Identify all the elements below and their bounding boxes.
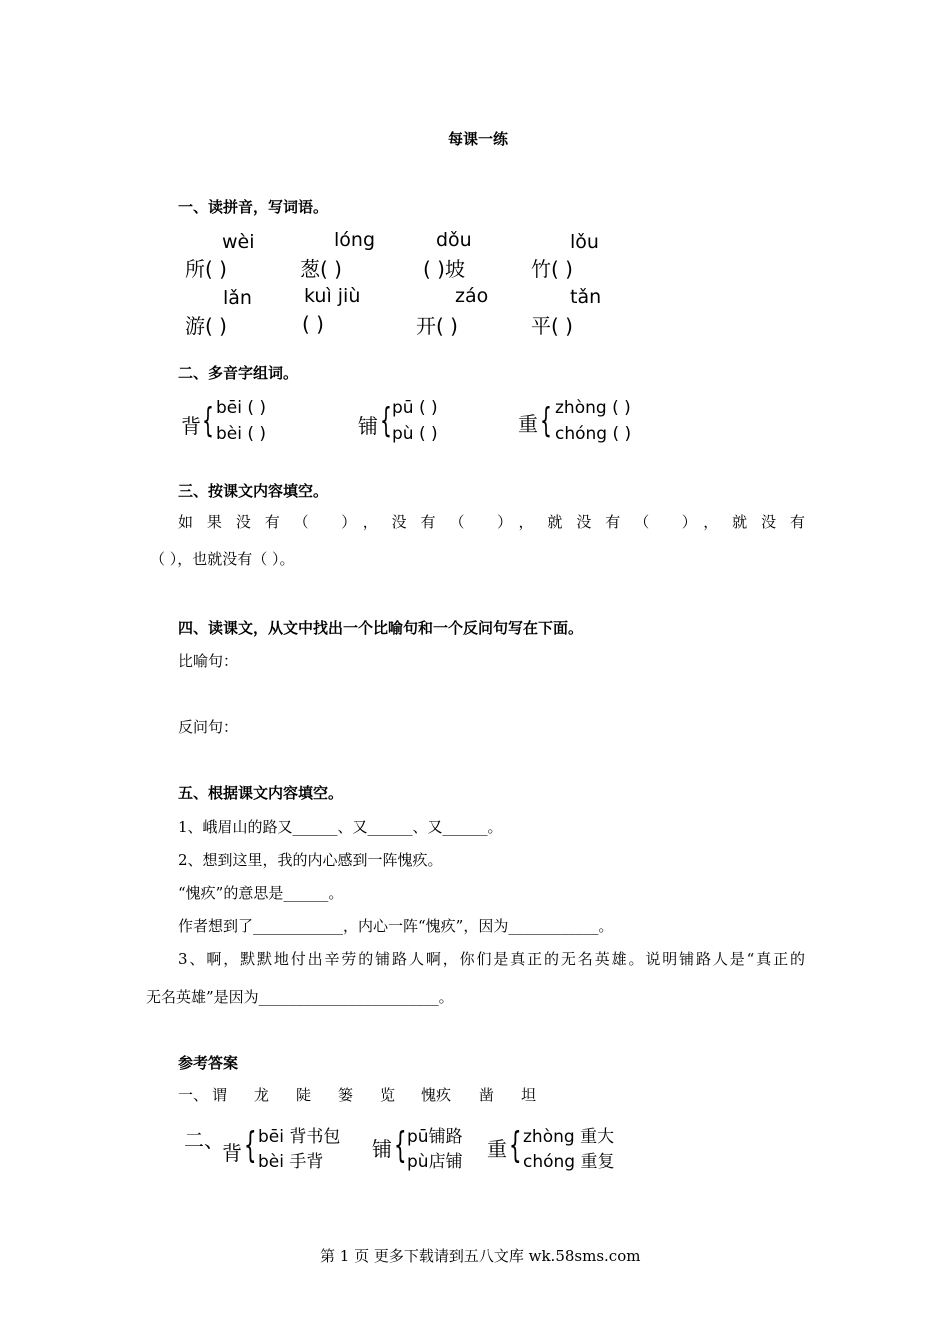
page-footer: 第 1 页 更多下载请到五八文库 wk.58sms.com: [320, 1247, 641, 1265]
brace-icon: {: [509, 1125, 522, 1166]
answer2-zhong-bottom: chóng 重复: [523, 1152, 615, 1172]
blank-suo: 所( ): [185, 257, 227, 281]
blank-cong: 葱( ): [300, 257, 342, 281]
answer1-word: 谓: [212, 1086, 228, 1104]
q5-line1: 1、峨眉山的路又______、又______、又______。: [178, 818, 503, 836]
polyphone-zhong-top: zhòng ( ): [555, 398, 631, 418]
answer1-label: 一、: [178, 1086, 209, 1104]
pinyin-kuijiu: kuì jiù: [304, 285, 361, 307]
answer1-word: 坦: [521, 1086, 537, 1104]
answer1-word: 凿: [479, 1086, 495, 1104]
answer2-bei-bottom: bèi 手背: [258, 1152, 324, 1172]
q5-line6: 无名英雄”是因为________________________。: [146, 988, 454, 1006]
blank-you: 游( ): [185, 314, 227, 338]
answer1-word: 龙: [254, 1086, 270, 1104]
pinyin-lou: lǒu: [570, 231, 599, 253]
q5-line4: 作者想到了____________，内心一阵“愧疚”，因为____________。: [178, 917, 614, 935]
brace-icon: {: [540, 401, 552, 441]
q4-heading: 四、读课文，从文中找出一个比喻句和一个反问句写在下面。: [178, 619, 584, 637]
polyphone-bei-bottom: bèi ( ): [216, 424, 267, 444]
answer1-word: 陡: [296, 1086, 312, 1104]
answers-heading: 参考答案: [178, 1054, 239, 1072]
answer1-word: 篓: [338, 1086, 354, 1104]
blank-zhu: 竹( ): [531, 257, 573, 281]
brace-icon: {: [202, 401, 214, 441]
q3-line1: 如果没有（ ），没有（ ），就没有（ ），就没有: [178, 513, 805, 531]
polyphone-bei-top: bēi ( ): [216, 398, 267, 418]
blank-kai: 开( ): [416, 314, 458, 338]
brace-icon: {: [394, 1125, 407, 1166]
blank-po: ( )坡: [423, 257, 465, 281]
answer2-label: 二、: [184, 1128, 224, 1152]
rhetorical-label: 反问句：: [178, 718, 239, 736]
polyphone-pu-char: 铺: [358, 414, 378, 438]
answer2-pu-bottom: pù店铺: [407, 1152, 463, 1172]
simile-label: 比喻句：: [178, 652, 239, 670]
pinyin-dou: dǒu: [436, 229, 472, 251]
brace-icon: {: [244, 1125, 257, 1166]
q5-line2: 2、想到这里，我的内心感到一阵愧疚。: [178, 851, 443, 869]
q5-heading: 五、根据课文内容填空。: [178, 784, 344, 802]
polyphone-bei-char: 背: [181, 414, 201, 438]
q3-line2: （ ），也就没有（ ）。: [150, 550, 295, 568]
q5-line5: 3、啊，默默地付出辛劳的铺路人啊，你们是真正的无名英雄。说明铺路人是“真正的: [178, 950, 805, 968]
blank-ping: 平( ): [531, 314, 573, 338]
polyphone-pu-top: pū ( ): [392, 398, 438, 418]
q3-heading: 三、按课文内容填空。: [178, 482, 329, 500]
page-title: 每课一练: [448, 130, 509, 148]
polyphone-zhong-char: 重: [518, 412, 538, 436]
brace-icon: {: [380, 401, 392, 441]
pinyin-wei: wèi: [222, 231, 255, 253]
pinyin-zao: záo: [455, 285, 489, 307]
answer2-pu-top: pū铺路: [407, 1127, 463, 1147]
q1-heading: 一、读拼音，写词语。: [178, 198, 329, 216]
blank-kuijiu: ( ): [302, 312, 324, 336]
answer2-zhong-char: 重: [487, 1137, 507, 1161]
answer1-word: 愧疚: [421, 1086, 452, 1104]
polyphone-pu-bottom: pù ( ): [392, 424, 438, 444]
answer2-pu-char: 铺: [372, 1137, 392, 1161]
pinyin-lan: lǎn: [223, 287, 252, 309]
answer1-word: 览: [380, 1086, 396, 1104]
answer2-bei-char: 背: [222, 1141, 242, 1165]
pinyin-long: lóng: [334, 229, 376, 251]
q5-line3: “愧疚”的意思是______。: [178, 884, 344, 902]
polyphone-zhong-bottom: chóng ( ): [555, 424, 632, 444]
answer2-bei-top: bēi 背书包: [258, 1127, 341, 1147]
answer2-zhong-top: zhòng 重大: [523, 1127, 615, 1147]
q2-heading: 二、多音字组词。: [178, 364, 299, 382]
pinyin-tan: tǎn: [570, 286, 602, 308]
